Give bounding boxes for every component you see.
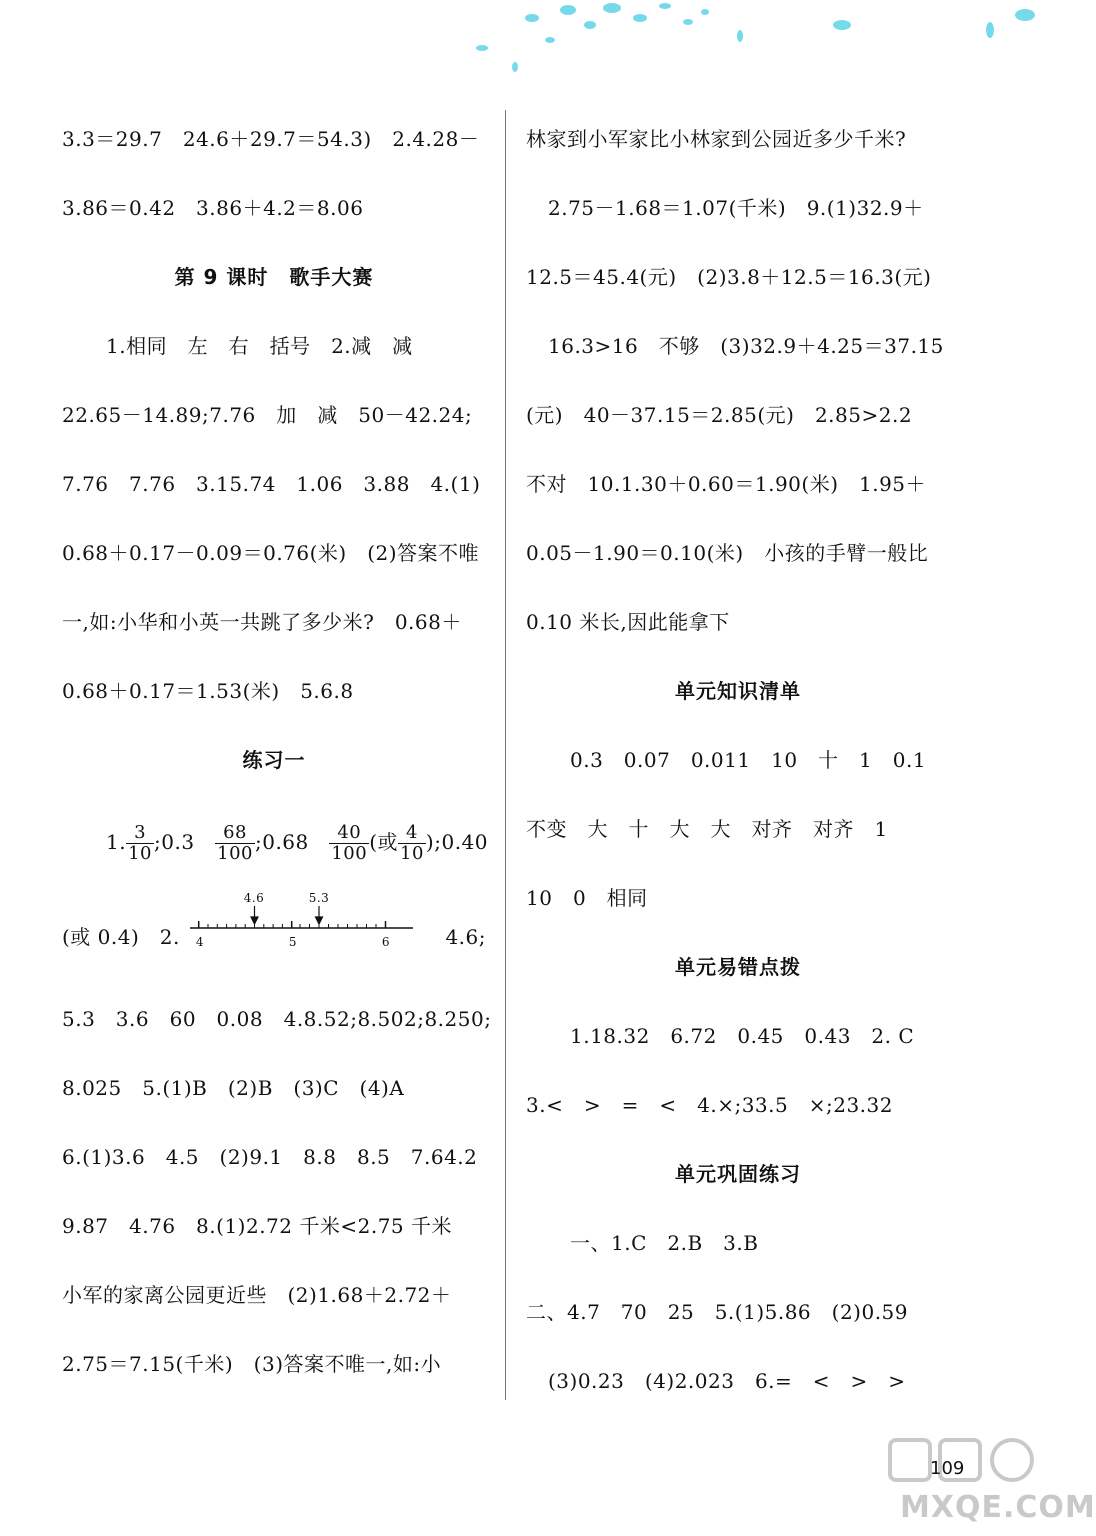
tick-label: 5	[288, 935, 298, 949]
section-heading: 第 9 课时 歌手大赛	[174, 265, 374, 289]
marker-arrowhead	[251, 917, 258, 924]
answer-line: 3.3＝29.7 24.6＋29.7＝54.3) 2.4.28－	[62, 127, 480, 151]
tick-label: 6	[381, 935, 391, 949]
answer-line: 3.86＝0.42 3.86＋4.2＝8.06	[62, 196, 364, 220]
answer-line: 9.87 4.76 8.(1)2.72 千米<2.75 千米	[62, 1214, 453, 1238]
fraction-answer-line	[62, 795, 486, 890]
answer-text: (或	[369, 830, 399, 854]
section-heading: 单元巩固练习	[675, 1162, 801, 1186]
answer-line: 林家到小军家比小林家到公园近多少千米?	[526, 127, 907, 151]
left-column	[62, 105, 492, 1399]
answer-prefix: (或 0.4) 2.	[62, 925, 180, 949]
marker-arrowhead	[316, 917, 323, 924]
fraction: $\frac{40}{100}$	[331, 822, 368, 864]
answer-text: ;0.68	[254, 830, 309, 854]
answer-line: 1.18.32 6.72 0.45 0.43 2. C	[570, 1024, 915, 1048]
answer-line: 10 0 相同	[526, 886, 648, 910]
watermark-text: MXQE.COM	[900, 1490, 1096, 1525]
page-number: 109	[930, 1458, 965, 1479]
answer-line: 16.3>16 不够 (3)32.9＋4.25＝37.15	[548, 334, 944, 358]
answer-line: 不变 大 十 大 大 对齐 对齐 1	[526, 817, 888, 841]
answer-line: 3.< > = < 4.×;33.5 ×;23.32	[526, 1093, 893, 1117]
answer-line: 二、4.7 70 25 5.(1)5.86 (2)0.59	[526, 1300, 909, 1324]
section-heading: 单元知识清单	[675, 679, 801, 703]
answer-line: 0.05－1.90＝0.10(米) 小孩的手臂一般比	[526, 541, 929, 565]
answer-line: (元) 40－37.15＝2.85(元) 2.85>2.2	[526, 403, 913, 427]
answer-line: (3)0.23 (4)2.023 6.= < > >	[548, 1369, 906, 1393]
answer-text: );0.40	[425, 830, 488, 854]
answer-line: 不对 10.1.30＋0.60＝1.90(米) 1.95＋	[526, 472, 927, 496]
section-heading: 练习一	[242, 748, 306, 772]
answer-line: 小军的家离公园更近些 (2)1.68＋2.72＋	[62, 1283, 452, 1307]
answer-line: 一,如:小华和小英一共跳了多少米? 0.68＋	[62, 610, 462, 634]
answer-line: 5.3 3.6 60 0.08 4.8.52;8.502;8.250;	[62, 1007, 492, 1031]
marker-label: 5.3	[308, 891, 330, 905]
answer-line: 0.68＋0.17＝1.53(米) 5.6.8	[62, 679, 354, 703]
answer-line: 0.3 0.07 0.011 10 十 1 0.1	[570, 748, 927, 772]
answer-line: 0.10 米长,因此能拿下	[526, 610, 730, 634]
number-line-answer	[62, 890, 486, 985]
answer-line: 2.75－1.68＝1.07(千米) 9.(1)32.9＋	[548, 196, 924, 220]
answer-line: 12.5＝45.4(元) (2)3.8＋12.5＝16.3(元)	[526, 265, 932, 289]
answer-line: 8.025 5.(1)B (2)B (3)C (4)A	[62, 1076, 405, 1100]
fraction: $\frac{3}{10}$	[128, 822, 152, 864]
answer-line: 1.相同 左 右 括号 2.减 减	[106, 334, 413, 358]
fraction: $\frac{4}{10}$	[400, 822, 424, 864]
answer-line: 22.65－14.89;7.76 加 减 50－42.24;	[62, 403, 473, 427]
tick-label: 4	[195, 935, 205, 949]
answer-prefix: 1.	[106, 830, 127, 854]
answer-line: 7.76 7.76 3.15.74 1.06 3.88 4.(1)	[62, 472, 481, 496]
section-heading: 单元易错点拨	[675, 955, 801, 979]
fraction: $\frac{68}{100}$	[217, 822, 253, 864]
answer-text: 4.6;	[445, 925, 486, 949]
number-line-diagram	[188, 890, 418, 950]
answer-line: 一、1.C 2.B 3.B	[570, 1231, 759, 1255]
right-column	[526, 105, 950, 1416]
answer-text: ;0.3	[154, 830, 195, 854]
marker-label: 4.6	[243, 891, 265, 905]
answer-line: 2.75＝7.15(千米) (3)答案不唯一,如:小	[62, 1352, 442, 1376]
decorative-leaves	[0, 0, 1051, 90]
answer-line: 6.(1)3.6 4.5 (2)9.1 8.8 8.5 7.64.2	[62, 1145, 478, 1169]
column-divider	[505, 110, 506, 1400]
answer-line: 0.68＋0.17－0.09＝0.76(米) (2)答案不唯	[62, 541, 480, 565]
